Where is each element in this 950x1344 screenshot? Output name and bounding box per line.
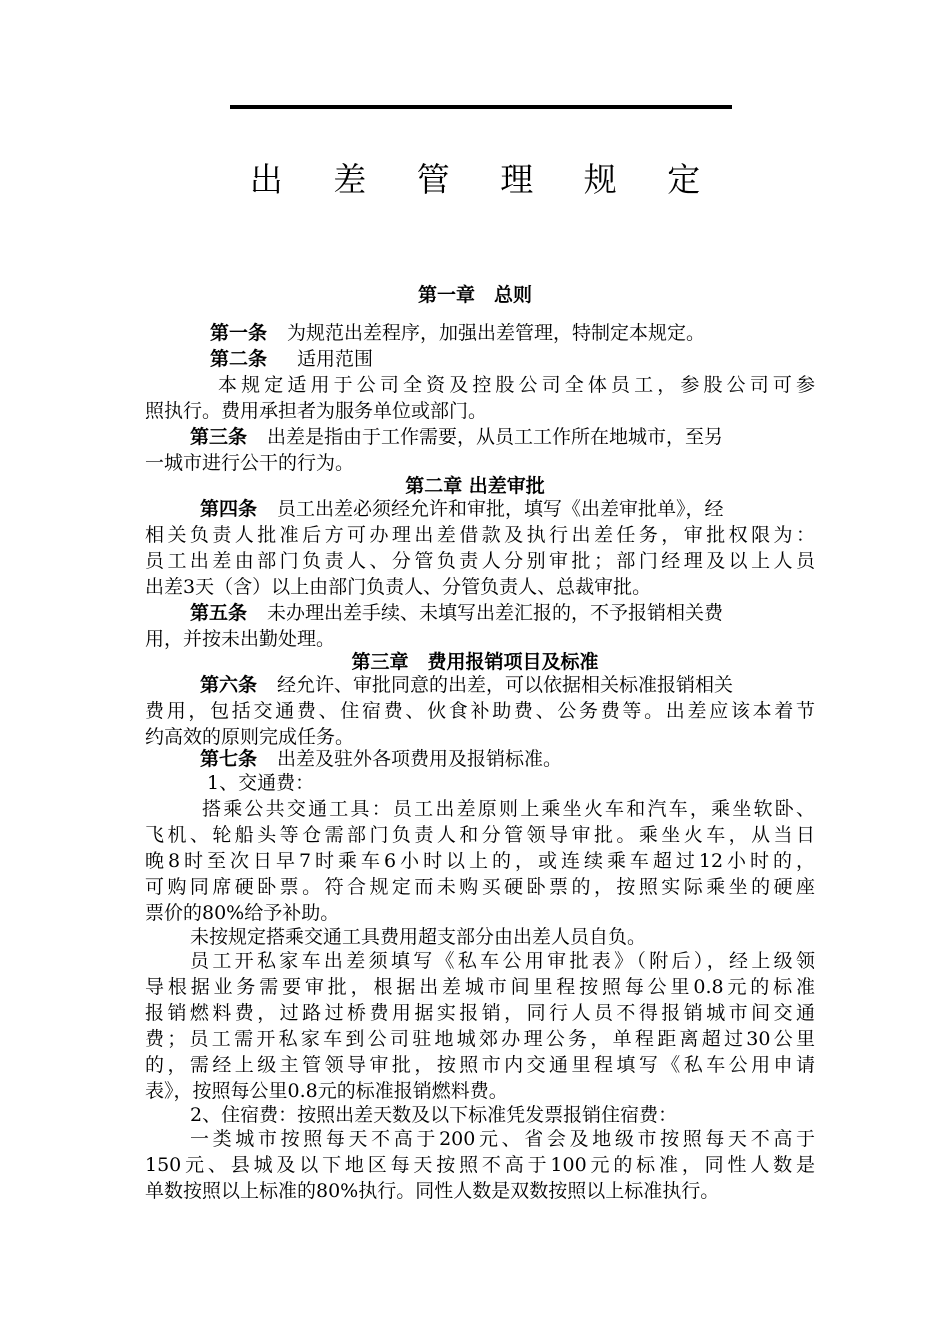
section-1-line-12: 表》，按照每公里0.8元的标准报销燃料费。 [145, 1080, 508, 1102]
section-1-line-4: 可购同席硬卧票。符合规定而未购买硬卧票的，按照实际乘坐的硬座 [145, 876, 815, 898]
article-6-line-2: 费用，包括交通费、住宿费、伙食补助费、公务费等。出差应该本着节 [145, 700, 815, 722]
article-1-label: 第一条 [210, 322, 268, 344]
article-4-line-2: 相关负责人批准后方可办理出差借款及执行出差任务，审批权限为： [145, 524, 815, 546]
article-5-line-2: 用，并按未出勤处理。 [145, 628, 336, 650]
section-1-line-8: 导根据业务需要审批，根据出差城市间里程按照每公里0.8元的标准 [145, 976, 815, 998]
article-5 [145, 600, 860, 626]
section-1-line-7: 员工开私家车出差须填写《私车公用审批表》（附后），经上级领 [190, 950, 815, 972]
article-7-label: 第七条 [200, 748, 258, 770]
section-1-heading: 1、交通费： [207, 772, 315, 794]
document-title: 出 差 管 理 规 定 [249, 160, 721, 199]
article-6-label: 第六条 [200, 674, 258, 696]
article-2 [145, 346, 880, 372]
section-2-heading: 2、住宿费：按照出差天数及以下标准凭发票报销住宿费： [190, 1104, 678, 1126]
section-1-line-1: 搭乘公共交通工具：员工出差原则上乘坐火车和汽车，乘坐软卧、 [202, 798, 815, 820]
article-3-line-2: 一城市进行公干的行为。 [145, 452, 355, 474]
chapter-3-heading: 第三章 费用报销项目及标准 [351, 651, 599, 673]
article-2-text: 适用范围 [297, 348, 374, 370]
article-1 [145, 320, 880, 346]
article-6-line-1: 经允许、审批同意的出差，可以依据相关标准报销相关 [277, 674, 734, 696]
section-1-line-10: 费；员工需开私家车到公司驻地城郊办理公务，单程距离超过30公里 [145, 1028, 815, 1050]
section-1-line-3: 晚8时至次日早7时乘车6小时以上的，或连续乘车超过12小时的， [145, 850, 815, 872]
article-3 [145, 424, 860, 450]
section-1-line-5: 票价的80%给予补助。 [145, 902, 340, 924]
article-1-text: 为规范出差程序，加强出差管理，特制定本规定。 [287, 322, 706, 344]
article-4-line-1: 员工出差必须经允许和审批，填写《出差审批单》，经 [277, 498, 724, 520]
chapter-1-heading: 第一章 总则 [417, 284, 532, 306]
article-5-label: 第五条 [190, 602, 248, 624]
section-1-line-2: 飞机、轮船头等仓需部门负责人和分管领导审批。乘坐火车，从当日 [145, 824, 815, 846]
chapter-2-heading: 第二章 出差审批 [405, 475, 545, 497]
article-7 [145, 746, 870, 772]
section-1-line-11: 的，需经上级主管领导审批，按照市内交通里程填写《私车公用申请 [145, 1054, 815, 1076]
article-4-line-3: 员工出差由部门负责人、分管负责人分别审批；部门经理及以上人员 [145, 550, 815, 572]
article-2-label: 第二条 [210, 348, 268, 370]
article-4-line-4: 出差3天（含）以上由部门负责人、分管负责人、总裁审批。 [145, 576, 652, 598]
article-4-label: 第四条 [200, 498, 258, 520]
section-1-line-6: 未按规定搭乘交通工具费用超支部分由出差人员自负。 [190, 926, 647, 948]
section-2-line-2: 150元、县城及以下地区每天按照不高于100元的标准，同性人数是 [145, 1154, 815, 1176]
article-3-line-1: 出差是指由于工作需要，从员工工作所在地城市，至另 [267, 426, 724, 448]
article-6 [145, 672, 870, 698]
header-rule [230, 105, 732, 109]
article-2-line-1: 本规定适用于公司全资及控股公司全体员工，参股公司可参 [218, 374, 815, 396]
section-2-line-3: 单数按照以上标准的80%执行。同性人数是双数按照以上标准执行。 [145, 1180, 720, 1202]
article-4 [145, 496, 870, 522]
article-3-label: 第三条 [190, 426, 248, 448]
section-1-line-9: 报销燃料费，过路过桥费用据实报销，同行人员不得报销城市间交通 [145, 1002, 815, 1024]
article-5-line-1: 未办理出差手续、未填写出差汇报的，不予报销相关费 [267, 602, 724, 624]
article-2-line-2: 照执行。费用承担者为服务单位或部门。 [145, 400, 488, 422]
article-6-line-3: 约高效的原则完成任务。 [145, 726, 355, 748]
article-7-text: 出差及驻外各项费用及报销标准。 [277, 748, 563, 770]
section-2-line-1: 一类城市按照每天不高于200元、省会及地级市按照每天不高于 [190, 1128, 815, 1150]
